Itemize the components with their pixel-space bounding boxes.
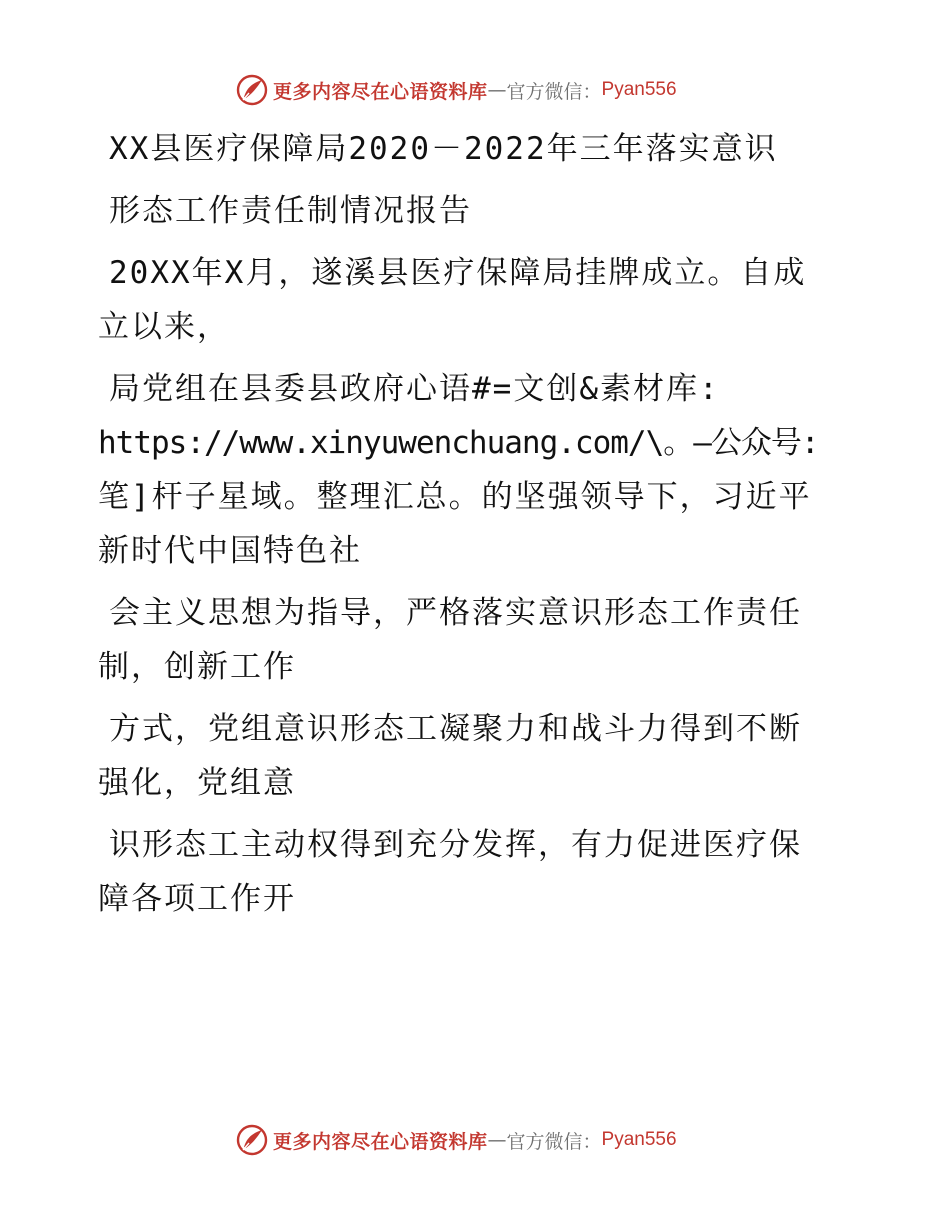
paragraph: [98, 586, 833, 694]
title-line-1: [98, 122, 833, 176]
paragraph: [98, 246, 833, 354]
paragraph: [98, 818, 833, 926]
text-line: 方式，党组意识形态工凝聚力和战斗力得到不断: [109, 711, 802, 747]
watermark-wechat-id: Pyan556: [601, 1129, 677, 1150]
text-line: 笔]杆子星域。整理汇总。的坚强领导下，习近平: [98, 479, 812, 515]
paragraph: [98, 702, 833, 810]
text-line: 会主义思想为指导，严格落实意识形态工作责任: [109, 595, 802, 631]
title-line-2: [98, 184, 833, 238]
watermark-wechat-id: Pyan556: [601, 79, 677, 100]
quill-logo-icon: [235, 1123, 269, 1157]
watermark-slogan: 更多内容尽在心语资料库: [273, 1130, 488, 1153]
watermark-slogan: 更多内容尽在心语资料库: [273, 80, 488, 103]
watermark-separator: —: [487, 1129, 507, 1151]
text-line: 形态工作责任制情况报告: [109, 193, 472, 229]
text-line: 识形态工主动权得到充分发挥，有力促进医疗保: [109, 827, 802, 863]
text-line: 新时代中国特色社: [98, 533, 362, 569]
text-line: XX县医疗保障局2020－2022年三年落实意识: [109, 131, 778, 167]
quill-logo-icon: [235, 73, 269, 107]
text-line: 障各项工作开: [98, 881, 296, 917]
text-line: 立以来，: [98, 309, 230, 345]
text-line: 20XX年X月，遂溪县医疗保障局挂牌成立。自成: [109, 255, 807, 291]
document-body: [98, 122, 833, 926]
watermark-separator: —: [487, 79, 507, 101]
text-line: 局党组在县委县政府心语#=文创&素材库:: [109, 371, 720, 407]
text-line: 强化，党组意: [98, 765, 296, 801]
watermark-wechat-label: 官方微信：: [506, 1130, 602, 1153]
text-line: https://www.xinyuwenchuang.com/\。—公众号:: [98, 425, 819, 461]
footer-watermark: [235, 1122, 677, 1158]
header-watermark: [235, 72, 677, 108]
text-line: 制，创新工作: [98, 649, 296, 685]
watermark-wechat-label: 官方微信：: [506, 80, 602, 103]
paragraph: [98, 362, 833, 578]
